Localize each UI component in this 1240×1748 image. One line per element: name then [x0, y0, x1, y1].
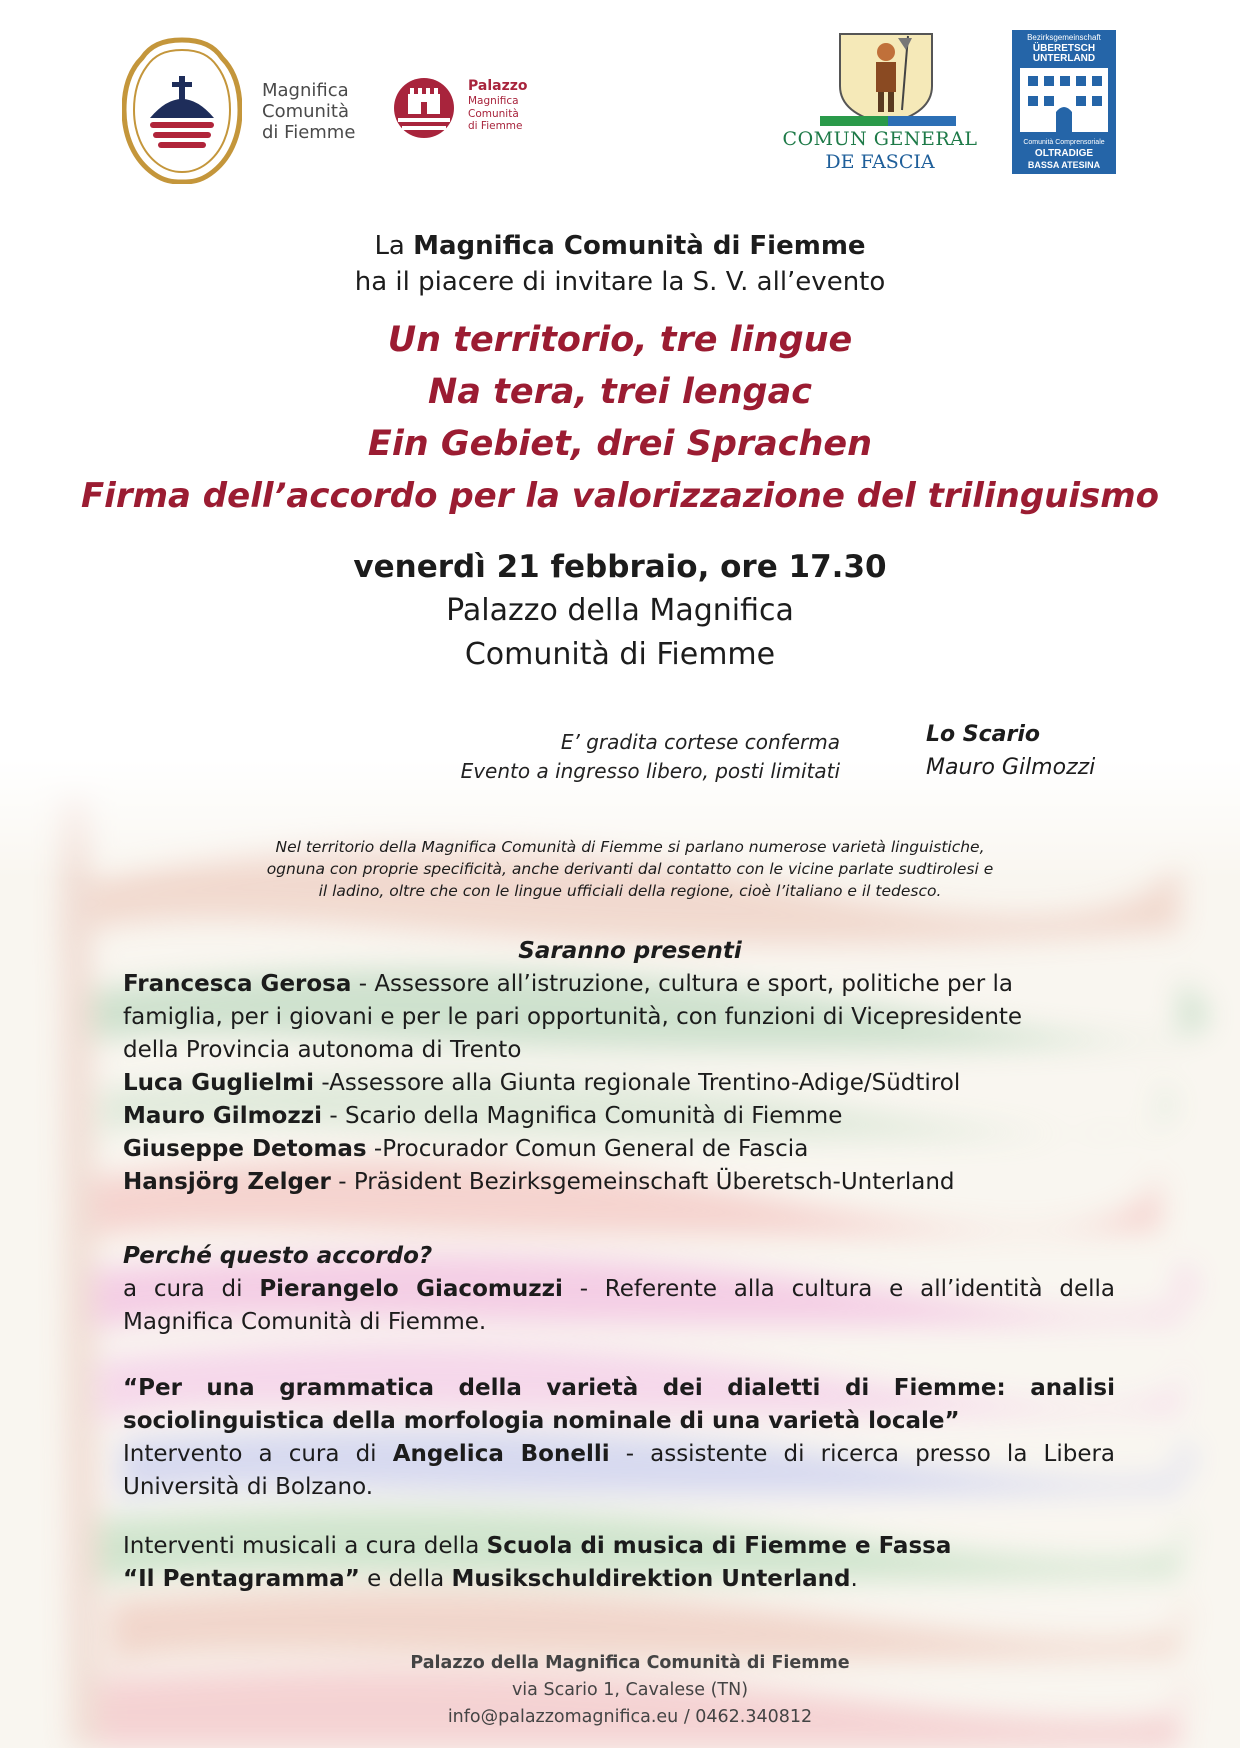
confirmation-line: Evento a ingresso libero, posti limitati [460, 759, 840, 783]
speaker-separator: - [366, 1136, 383, 1162]
music-school-name: “Il Pentagramma” [123, 1566, 360, 1592]
talk-title: “Per una grammatica della varietà dei dialetti di Fiemme: analisi sociolinguistica della morfologia nominale di una varietà locale” [123, 1375, 1115, 1434]
music-prefix: Interventi musicali a cura della [123, 1533, 487, 1559]
confirmation-line: E’ gradita cortese conferma [560, 730, 840, 754]
title-ladin: Na tera, trei lengac [428, 372, 812, 412]
fascia-flag-stripe [820, 116, 956, 126]
music-line-2 [123, 1563, 1115, 1596]
music-line-1 [123, 1530, 1115, 1563]
context-note-line: ognuna con proprie specificità, anche derivanti dal contatto con le vicine parlate sudtirolesi e [266, 860, 994, 878]
perche-description: - Referente alla cultura e all’identità della Magnifica Comunità di Fiemme. [123, 1276, 1115, 1335]
footer [0, 1650, 1240, 1731]
bez-top-line: Bezirksgemeinschaft [1027, 33, 1101, 42]
speaker-separator: - [322, 1103, 345, 1129]
fascia-logo-line2: DE FASCIA [825, 151, 935, 173]
speaker-row [123, 1133, 1123, 1166]
mcf-logo-wordmark [262, 80, 355, 143]
bez-top-line: ÜBERETSCH [1032, 43, 1096, 54]
talk-text [123, 1438, 1115, 1504]
music-middle: e della [359, 1566, 452, 1592]
bez-bottom-line: OLTRADIGE [1034, 148, 1094, 159]
speaker-row [123, 1067, 1123, 1100]
intro-org: Magnifica Comunità di Fiemme [413, 231, 866, 261]
palazzo-logo-line: Magnifica [468, 95, 519, 107]
speaker-role-continued: della Provincia autonoma di Trento [123, 1037, 522, 1063]
mcf-crest-logo [122, 36, 242, 184]
speaker-role-continued: famiglia, per i giovani e per le pari opportunità, con funzioni di Vicepresidente [123, 1004, 1023, 1030]
signature-role: Lo Scario [926, 722, 1041, 747]
bez-bottom-line: BASSA ATESINA [1027, 160, 1101, 170]
perche-section [123, 1240, 1115, 1339]
title-german: Ein Gebiet, drei Sprachen [367, 424, 873, 464]
fascia-logo-line1: COMUN GENERAL [782, 128, 978, 150]
perche-heading: Perché questo accordo? [123, 1243, 433, 1269]
speaker-name: Luca Guglielmi [123, 1070, 315, 1096]
confirmation-note [360, 728, 840, 786]
context-note-line: Nel territorio della Magnifica Comunità di Fiemme si parlano numerose varietà linguistiche, [275, 838, 985, 856]
speaker-name: Mauro Gilmozzi [123, 1103, 323, 1129]
music-end: . [850, 1566, 858, 1592]
talk-description: - assistente di ricerca presso la Libera Università di Bolzano. [123, 1441, 1116, 1500]
speaker-role: Assessore all’istruzione, cultura e sport, politiche per la [374, 971, 1013, 997]
speaker-row [123, 1100, 1123, 1133]
bezirksgemeinschaft-logo [1012, 30, 1116, 174]
palazzo-logo-line: di Fiemme [468, 120, 523, 132]
music-school-2: Musikschuldirektion Unterland [451, 1566, 851, 1592]
speaker-row [123, 1166, 1123, 1199]
speaker-role: Assessore alla Giunta regionale Trentino-Adige/Südtirol [329, 1070, 961, 1096]
mcf-logo-line: Comunità [262, 101, 350, 122]
footer-name: Palazzo della Magnifica Comunità di Fiemme [410, 1653, 850, 1673]
title-subtitle: Firma dell’accordo per la valorizzazione del trilinguismo [80, 476, 1160, 516]
mcf-logo-line: Magnifica [262, 80, 349, 101]
speaker-role: Scario della Magnifica Comunità di Fiemme [344, 1103, 843, 1129]
context-note-line: il ladino, oltre che con le lingue ufficiali della regione, cioè l’italiano e il tedesco. [318, 882, 942, 900]
speaker-role: Procurador Comun General de Fascia [382, 1136, 809, 1162]
perche-prefix: a cura di [123, 1276, 260, 1302]
intro-line-2: ha il piacere di invitare la S. V. all’evento [354, 267, 886, 297]
signature-name: Mauro Gilmozzi [926, 755, 1096, 780]
speaker-role: Präsident Bezirksgemeinschaft Überetsch-Unterland [353, 1169, 955, 1195]
palazzo-logo-title: Palazzo [468, 78, 528, 94]
perche-text [123, 1273, 1115, 1339]
talk-speaker: Angelica Bonelli [392, 1441, 610, 1467]
intro-prefix: La [374, 231, 414, 261]
palazzo-logo-line: Comunità [468, 107, 519, 120]
bez-top-line: UNTERLAND [1032, 53, 1096, 64]
mcf-logo-line: di Fiemme [262, 122, 356, 143]
speakers-list [123, 968, 1123, 1199]
music-section [123, 1530, 1115, 1596]
perche-speaker: Pierangelo Giacomuzzi [259, 1276, 563, 1302]
talk-section [123, 1372, 1115, 1504]
intro-line-1 [0, 230, 1240, 262]
speaker-separator: - [314, 1070, 330, 1096]
event-venue-line2: Comunità di Fiemme [464, 637, 776, 672]
speaker-name: Francesca Gerosa [123, 971, 352, 997]
speaker-name: Hansjörg Zelger [123, 1169, 331, 1195]
music-school: Scuola di musica di Fiemme e Fassa [486, 1533, 952, 1559]
palazzo-logo-wordmark [468, 78, 528, 133]
title-italian: Un territorio, tre lingue [387, 320, 853, 360]
signature-block [926, 718, 1095, 784]
speaker-name: Giuseppe Detomas [123, 1136, 367, 1162]
fascia-logo-wordmark [760, 128, 1000, 174]
palazzo-logo [392, 72, 456, 148]
footer-contact: info@palazzomagnifica.eu / 0462.340812 [447, 1707, 813, 1727]
talk-prefix: Intervento a cura di [123, 1441, 393, 1467]
event-date: venerdì 21 febbraio, ore 17.30 [353, 549, 887, 585]
footer-address: via Scario 1, Cavalese (TN) [511, 1680, 749, 1700]
speaker-separator: - [351, 971, 375, 997]
speaker-row [123, 968, 1123, 1001]
event-venue-line1: Palazzo della Magnifica [446, 593, 794, 628]
presenti-heading: Saranno presenti [518, 938, 742, 964]
fascia-coat-of-arms [836, 30, 936, 126]
speaker-separator: - [330, 1169, 354, 1195]
context-note [190, 836, 1070, 902]
bez-bottom-line: Comunità Comprensoriale [1023, 139, 1105, 146]
